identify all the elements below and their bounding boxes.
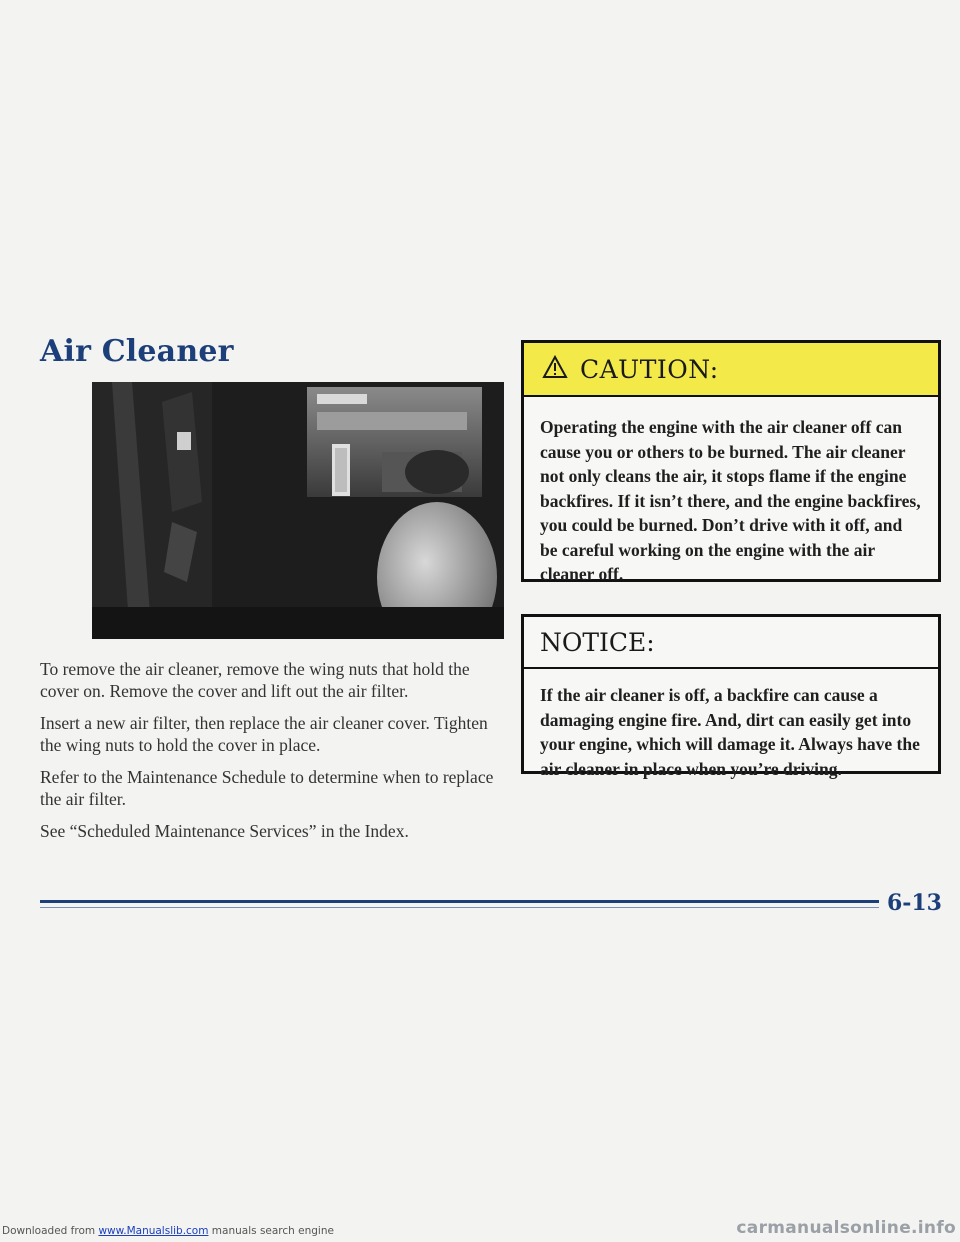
footer-suffix: manuals search engine — [208, 1225, 334, 1237]
paragraph: Refer to the Maintenance Schedule to determine when to replace the air filter. — [40, 767, 494, 809]
manualslib-link[interactable]: www.Manualslib.com — [98, 1225, 209, 1237]
paragraph: To remove the air cleaner, remove the wing nuts that hold the cover on. Remove the cover and lift out the air filter. — [40, 659, 470, 701]
footer-rule-thin — [40, 907, 940, 908]
paragraph: Insert a new air filter, then replace the air cleaner cover. Tighten the wing nuts to hold the cover in place. — [40, 713, 488, 755]
caution-header — [524, 343, 938, 397]
notice-label: NOTICE: — [524, 617, 938, 669]
caution-box — [521, 340, 941, 582]
caution-label: CAUTION: — [580, 354, 719, 384]
paragraph: See “Scheduled Maintenance Services” in the Index. — [40, 821, 409, 841]
footer-prefix: Downloaded from — [2, 1225, 99, 1237]
caution-text: Operating the engine with the air cleaner off can cause you or others to be burned. The air cleaner not only cleans the air, it stops flame if the engine backfires. If it isn’t there, and the engine backfires, you could be burned. Don’t drive with it off, and be careful working on the engine with the air cleaner off. — [540, 417, 921, 584]
notice-box — [521, 614, 941, 779]
watermark: carmanualsonline.info — [736, 1218, 956, 1238]
page-number: 6-13 — [879, 890, 942, 916]
warning-triangle-icon — [542, 355, 568, 384]
engine-air-cleaner-photo — [92, 382, 504, 639]
page-title: Air Cleaner — [40, 334, 234, 369]
notice-text: If the air cleaner is off, a backfire can cause a damaging engine fire. And, dirt can easily get into your engine, which will damage it. Always have the air cleaner in place when you’re driving. — [540, 685, 920, 779]
download-footer — [2, 1225, 334, 1237]
footer-rule — [40, 900, 940, 903]
body-text — [40, 658, 510, 852]
